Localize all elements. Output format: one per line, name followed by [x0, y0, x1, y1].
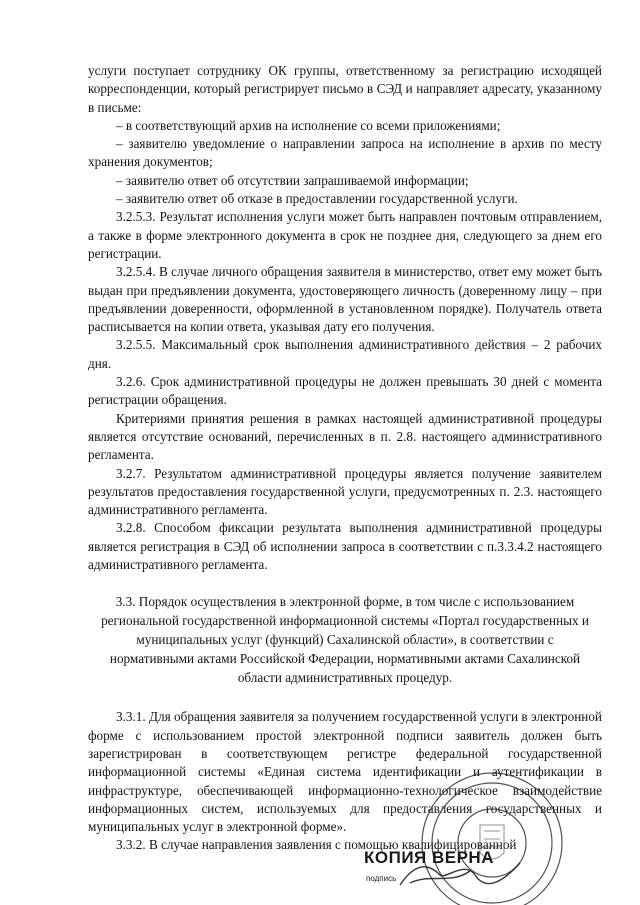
paragraph: 3.2.5.3. Результат исполнения услуги может быть направлен почтовым отправлением, а также в форме электронного документа в срок не позднее дня, следующего за днем его регистрации. — [88, 209, 602, 261]
paragraph: 3.2.5.5. Максимальный срок выполнения административного действия – 2 рабочих дня. — [88, 337, 602, 371]
paragraph: 3.2.8. Способом фиксации результата выполнения административной процедуры является регистрация в СЭД об исполнении запроса в соответствии с п.3.3.4.2 настоящего административного регламента. — [88, 520, 602, 573]
paragraph: 3.3.2. В случае направления заявления с помощью квалифицированной — [116, 837, 517, 853]
signature-caption: подпись — [366, 874, 397, 883]
paragraph: 3.2.7. Результатом административной процедуры является получение заявителем результатов предоставления государственной услуги, предусмотренных п. 2.3. настоящего административного регламента. — [88, 465, 602, 518]
paragraph: 3.2.6. Срок административной процедуры не должен превышать 30 дней с момента регистрации обращения. — [88, 374, 602, 408]
list-item: – заявителю ответ об отсутствии запрашиваемой информации; — [116, 172, 469, 188]
paragraph: Критериями принятия решения в рамках настоящей административной процедуры является отсутствие оснований, перечисленных в п. 2.8. настоящего административного регламента. — [88, 410, 602, 463]
section-heading: 3.3. Порядок осуществления в электронной форме, в том числе с использованием региональной государственной информационной системы «Портал государственных и муниципальных услуг (функций) Сахалинской области», в соответствии с нормативными актами Российской Федерации, нормативными актами Сахалинской области административных процедур. — [101, 594, 589, 686]
paragraph: услуги поступает сотруднику ОК группы, ответственному за регистрацию исходящей корреспонденции, который регистрирует письмо в СЭД и направляет адресату, указанному в письме: — [88, 63, 602, 115]
copy-certified-stamp-label: КОПИЯ ВЕРНА — [364, 848, 494, 867]
round-seal-icon — [380, 735, 630, 905]
list-item: – заявителю уведомление о направлении запроса на исполнение в архив по месту хранения документов; — [88, 136, 602, 170]
list-item: – заявителю ответ об отказе в предоставлении государственной услуги. — [116, 191, 518, 207]
paragraph: 3.3.1. Для обращения заявителя за получением государственной услуги в электронной форме с использованием простой электронной подписи заявитель должен быть зарегистрирован в соответствующем регистре федеральной государственной информационной системы «Единая система идентификации и аутентификации в инфраструктуре, обеспечивающей информационно-технологическое взаимодействие информационных систем, используемых для предоставления государственных и муниципальных услуг в электронной форме». — [88, 709, 602, 835]
paragraph: 3.2.5.4. В случае личного обращения заявителя в министерство, ответ ему может быть выдан при предъявлении документа, удостоверяющего личность (доверенному лицу – при предъявлении доверенности, оформленной в установленном порядке). Получатель ответа расписывается на копии ответа, указывая дату его получения. — [88, 264, 602, 335]
list-item: – в соответствующий архив на исполнение со всеми приложениями; — [116, 117, 501, 133]
